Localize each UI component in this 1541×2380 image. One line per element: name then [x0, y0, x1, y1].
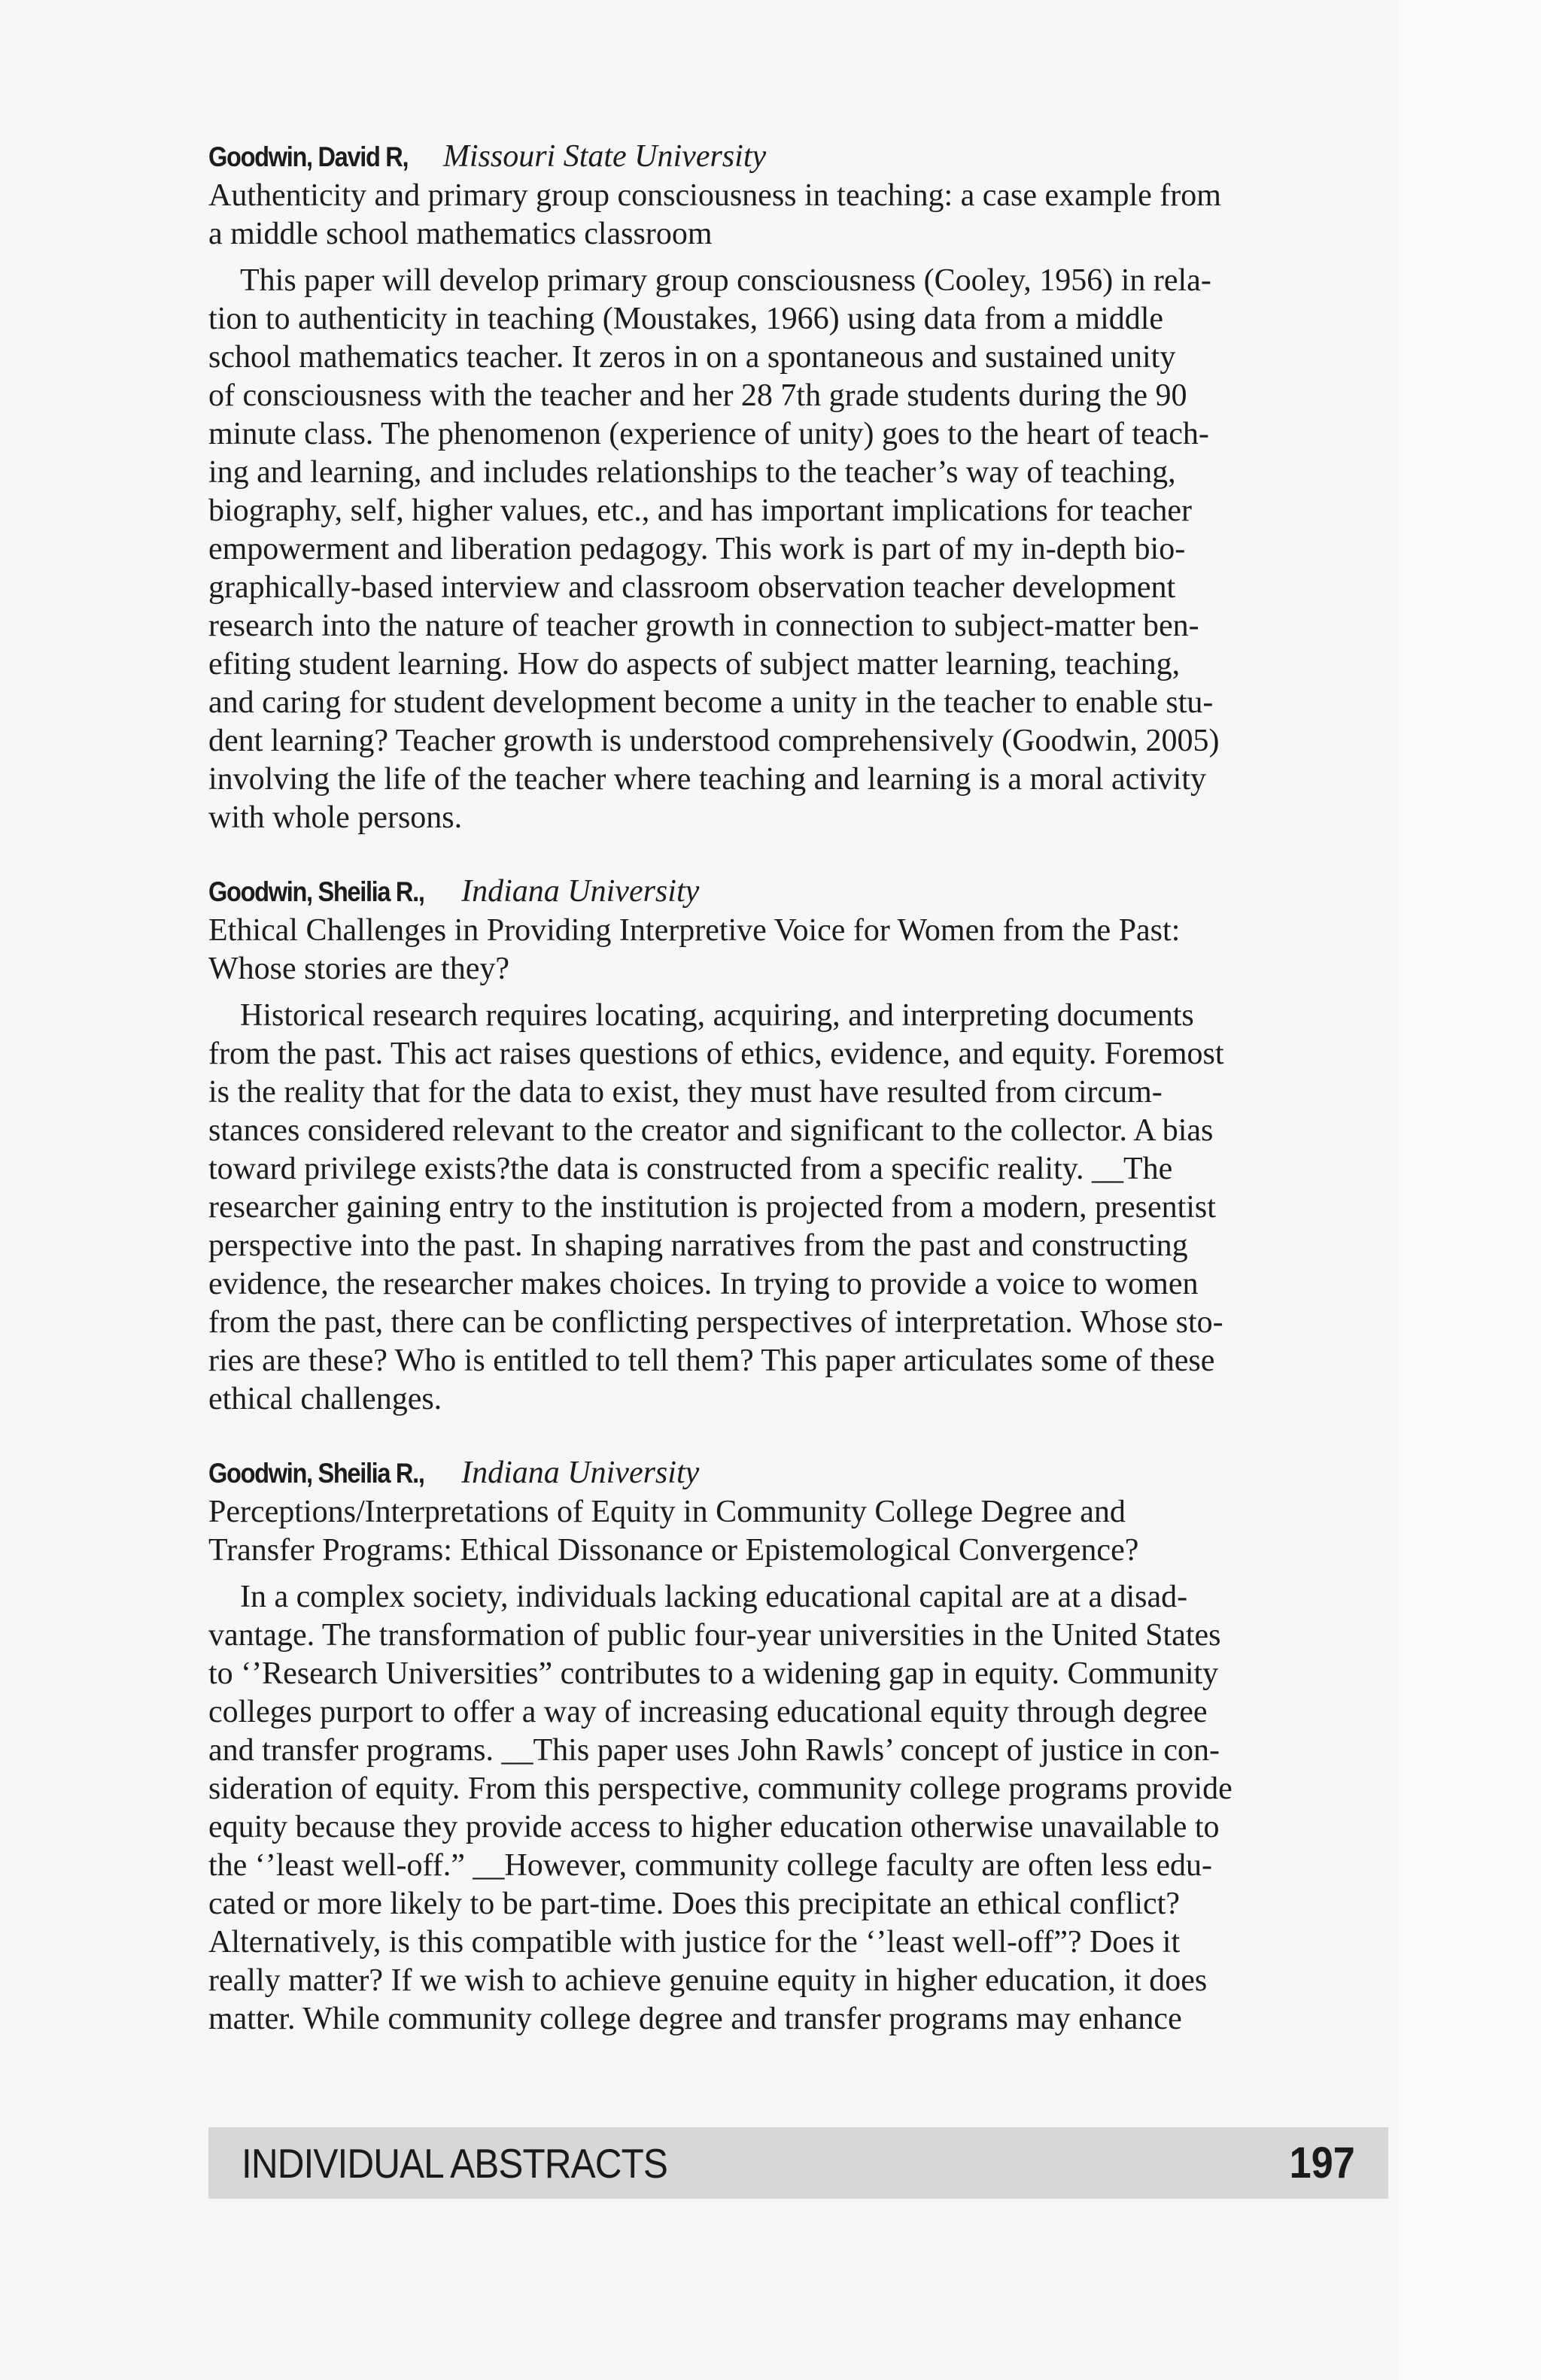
title-line: Authenticity and primary group consciousness in teaching: a case example from — [208, 178, 1221, 213]
author-affiliation: Indiana University — [461, 874, 700, 909]
body-line: Historical research requires locating, acquiring, and interpreting documents — [240, 998, 1194, 1033]
body-line: and transfer programs. __This paper uses John Rawls’ concept of justice in con- — [208, 1733, 1220, 1768]
body-line: with whole persons. — [208, 800, 463, 835]
body-line: This paper will develop primary group consciousness (Cooley, 1956) in rela- — [240, 263, 1211, 298]
author-name: Goodwin, David R, — [208, 141, 409, 172]
entry-heading — [208, 872, 1390, 912]
body-line: researcher gaining entry to the institution is projected from a modern, presentist — [208, 1190, 1216, 1225]
body-line: perspective into the past. In shaping narratives from the past and constructing — [208, 1228, 1188, 1263]
body-line: minute class. The phenomenon (experience of unity) goes to the heart of teach- — [208, 417, 1209, 451]
abstract-title — [208, 1493, 1390, 1570]
author-name: Goodwin, Sheilia R., — [208, 876, 424, 907]
title-line: Transfer Programs: Ethical Dissonance or Epistemological Convergence? — [208, 1533, 1139, 1568]
body-line: school mathematics teacher. It zeros in on a spontaneous and sustained unity — [208, 340, 1176, 375]
author-name: Goodwin, Sheilia R., — [208, 1458, 424, 1489]
abstract-body — [208, 262, 1390, 837]
abstracts-page — [208, 137, 1390, 2073]
page-footer — [208, 2127, 1388, 2199]
abstract-body — [208, 997, 1390, 1419]
abstract-entry — [208, 872, 1390, 1419]
body-line: ethical challenges. — [208, 1382, 442, 1416]
body-line: dent learning? Teacher growth is understood comprehensively (Goodwin, 2005) — [208, 724, 1220, 758]
body-line: toward privilege exists?the data is constructed from a specific reality. __The — [208, 1152, 1173, 1186]
body-line: sideration of equity. From this perspective, community college programs provide — [208, 1771, 1232, 1806]
body-line: ries are these? Who is entitled to tell them? This paper articulates some of these — [208, 1343, 1215, 1378]
body-line: graphically-based interview and classroom observation teacher development — [208, 570, 1176, 605]
body-line: is the reality that for the data to exist, they must have resulted from circum- — [208, 1075, 1163, 1110]
body-line: and caring for student development become a unity in the teacher to enable stu- — [208, 685, 1214, 720]
body-line: Alternatively, is this compatible with justice for the ‘’least well-off”? Does it — [208, 1925, 1181, 1960]
page-number: 197 — [1289, 2139, 1355, 2187]
author-affiliation: Indiana University — [461, 1456, 700, 1490]
body-line: equity because they provide access to higher education otherwise unavailable to — [208, 1810, 1220, 1844]
abstract-title — [208, 177, 1390, 253]
body-line: vantage. The transformation of public four-year universities in the United States — [208, 1618, 1221, 1653]
abstract-title — [208, 912, 1390, 988]
section-label: INDIVIDUAL ABSTRACTS — [242, 2139, 668, 2187]
body-line: stances considered relevant to the creator and significant to the collector. A bias — [208, 1113, 1214, 1148]
body-line: In a complex society, individuals lacking educational capital are at a disad- — [240, 1580, 1188, 1614]
body-line: involving the life of the teacher where teaching and learning is a moral activity — [208, 762, 1206, 797]
body-line: of consciousness with the teacher and her 28 7th grade students during the 90 — [208, 378, 1187, 413]
body-line: matter. While community college degree and transfer programs may enhance — [208, 2002, 1182, 2036]
body-line: the ‘’least well-off.” __However, community college faculty are often less edu- — [208, 1848, 1213, 1883]
author-affiliation: Missouri State University — [442, 139, 767, 174]
body-line: to ‘’Research Universities” contributes to a widening gap in equity. Community — [208, 1656, 1219, 1691]
body-line: colleges purport to offer a way of increasing educational equity through degree — [208, 1695, 1208, 1729]
body-line: evidence, the researcher makes choices. In trying to provide a voice to women — [208, 1267, 1199, 1301]
body-line: biography, self, higher values, etc., and has important implications for teacher — [208, 493, 1193, 528]
abstract-entry — [208, 137, 1390, 837]
abstract-entry — [208, 1453, 1390, 2038]
title-line: Ethical Challenges in Providing Interpretive Voice for Women from the Past: — [208, 913, 1181, 948]
body-line: efiting student learning. How do aspects of subject matter learning, teaching, — [208, 647, 1181, 682]
body-line: ing and learning, and includes relationships to the teacher’s way of teaching, — [208, 455, 1176, 490]
body-line: from the past, there can be conflicting perspectives of interpretation. Whose sto- — [208, 1305, 1223, 1340]
entry-heading — [208, 1453, 1390, 1493]
body-line: from the past. This act raises questions of ethics, evidence, and equity. Foremost — [208, 1037, 1224, 1071]
entry-heading — [208, 137, 1390, 177]
body-line: tion to authenticity in teaching (Moustakes, 1966) using data from a middle — [208, 302, 1164, 336]
body-line: really matter? If we wish to achieve genuine equity in higher education, it does — [208, 1963, 1208, 1998]
abstract-body — [208, 1578, 1390, 2038]
body-line: empowerment and liberation pedagogy. This work is part of my in-depth bio- — [208, 532, 1186, 566]
title-line: Perceptions/Interpretations of Equity in Community College Degree and — [208, 1495, 1126, 1529]
title-line: a middle school mathematics classroom — [208, 217, 713, 251]
body-line: research into the nature of teacher growth in connection to subject-matter ben- — [208, 609, 1199, 643]
page-margin — [1398, 0, 1541, 2380]
body-line: cated or more likely to be part-time. Does this precipitate an ethical conflict? — [208, 1887, 1180, 1921]
title-line: Whose stories are they? — [208, 952, 510, 986]
